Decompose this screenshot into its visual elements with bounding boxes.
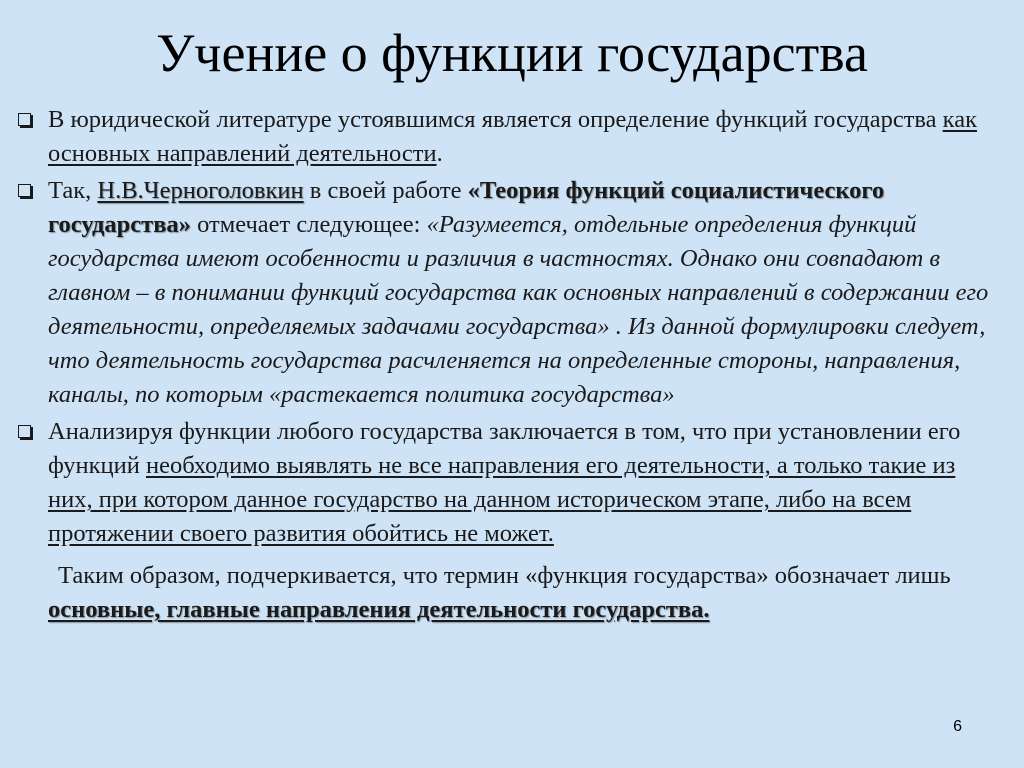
bullet-item-analysis <box>14 415 1004 551</box>
quote-text: «Разумеется, отдельные определения функций государства имеют особенности и различия в частностях. Однако они совпадают в главном – в понимании функций государства как основных направлений в содержании его деятельности, определяемых задачами государства» . Из данной формулировки следует, что деятельность государства расчленяется на определенные стороны, направления, каналы, по которым «растекается политика государства» <box>48 211 989 408</box>
item-text: Анализируя функции любого государства заключается в том, что при установлении его функций <box>48 418 961 479</box>
bullet-item-chernogolovkin <box>14 174 1004 412</box>
item-end: . <box>436 140 443 167</box>
item-text: В юридической литературе устоявшимся является определение функций государства <box>48 106 943 133</box>
conclusion-text: Таким образом, подчеркивается, что термин «функция государства» обозначает лишь <box>58 562 951 589</box>
slide-title: Учение о функции государства <box>156 23 868 83</box>
checkbox-bullet-icon <box>18 425 31 438</box>
item-prefix: Так, <box>48 177 98 204</box>
bullet-item-definition <box>14 103 1004 171</box>
item-underlined-text: необходимо выявлять не все направления его деятельности, а только такие из них, при котором данное государство на данном историческом этапе, либо на всем протяжении своего развития обойтись не может. <box>48 452 956 547</box>
page-number: 6 <box>953 718 962 735</box>
checkbox-bullet-icon <box>18 184 31 197</box>
work-title: «Теория функций социалистического государства» <box>48 177 885 238</box>
checkbox-bullet-icon <box>18 113 31 126</box>
item-after: отмечает следующее: <box>190 211 427 238</box>
author-name: Н.В.Черноголовкин <box>97 177 304 204</box>
conclusion-paragraph <box>14 559 1004 627</box>
item-mid: в своей работе <box>303 177 468 204</box>
conclusion-emphasis: основные, главные направления деятельности государства. <box>48 596 710 623</box>
slide-content <box>14 103 1004 627</box>
item-underlined-text: как основных направлений деятельности <box>48 106 977 167</box>
